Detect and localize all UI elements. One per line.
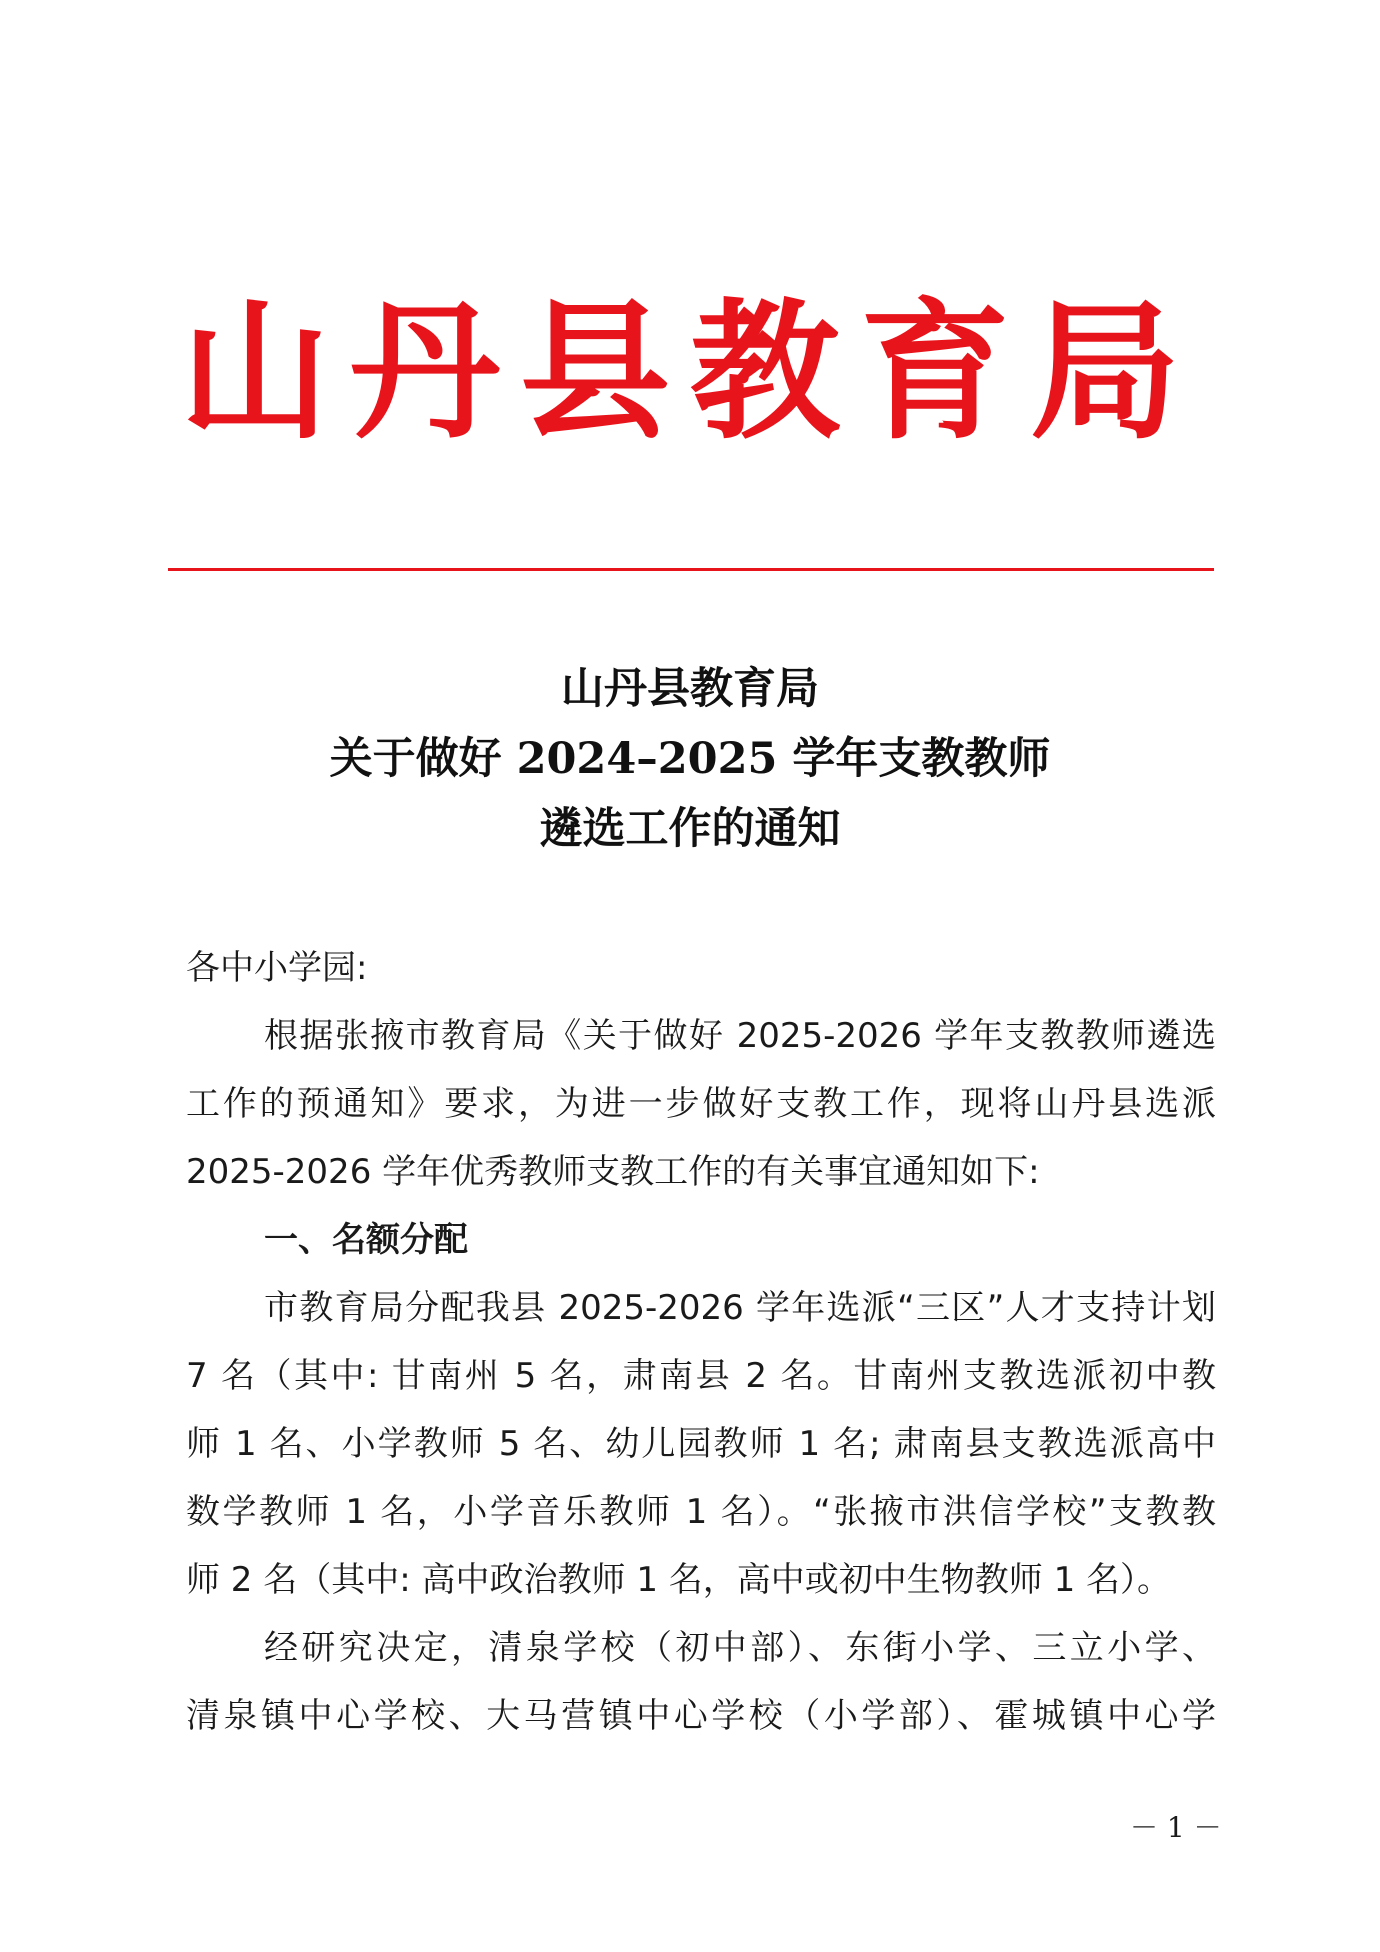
document-title (0, 654, 1380, 864)
paragraph-2-line: 师 2 名（其中: 高中政治教师 1 名，高中或初中生物教师 1 名）。 (186, 1560, 1172, 1600)
paragraph-3 (186, 1614, 1216, 1750)
paragraph-1-line: 2025-2026 学年优秀教师支教工作的有关事宜通知如下: (186, 1152, 1040, 1192)
title-line-2: 关于做好 2024–2025 学年支教教师 (329, 734, 1051, 784)
paragraph-1-line: 工作的预通知》要求，为进一步做好支教工作，现将山丹县选派 (186, 1084, 1216, 1124)
page-number: － 1 － (1130, 1811, 1222, 1844)
paragraph-1-line: 根据张掖市教育局《关于做好 2025-2026 学年支教教师遴选 (264, 1016, 1216, 1056)
document-body (186, 934, 1216, 1750)
letterhead-red-rule (168, 568, 1214, 571)
paragraph-1 (186, 1002, 1216, 1206)
paragraph-2-line: 7 名（其中: 甘南州 5 名，肃南县 2 名。甘南州支教选派初中教 (186, 1356, 1216, 1396)
paragraph-3-line: 清泉镇中心学校、大马营镇中心学校（小学部）、霍城镇中心学 (186, 1696, 1216, 1736)
paragraph-2-line: 市教育局分配我县 2025-2026 学年选派“三区”人才支持计划 (264, 1288, 1216, 1328)
section-1-heading: 一、名额分配 (264, 1220, 468, 1260)
paragraph-2-line: 师 1 名、小学教师 5 名、幼儿园教师 1 名; 肃南县支教选派高中 (186, 1424, 1216, 1464)
letterhead-issuer: 山丹县教育局 (179, 284, 1200, 460)
paragraph-3-line: 经研究决定，清泉学校（初中部）、东街小学、三立小学、 (264, 1628, 1216, 1668)
paragraph-2 (186, 1274, 1216, 1614)
title-line-3: 遴选工作的通知 (539, 804, 841, 854)
paragraph-2-line: 数学教师 1 名，小学音乐教师 1 名）。“张掖市洪信学校”支教教 (186, 1492, 1216, 1532)
title-line-1: 山丹县教育局 (561, 664, 819, 714)
salutation: 各中小学园: (186, 948, 368, 988)
